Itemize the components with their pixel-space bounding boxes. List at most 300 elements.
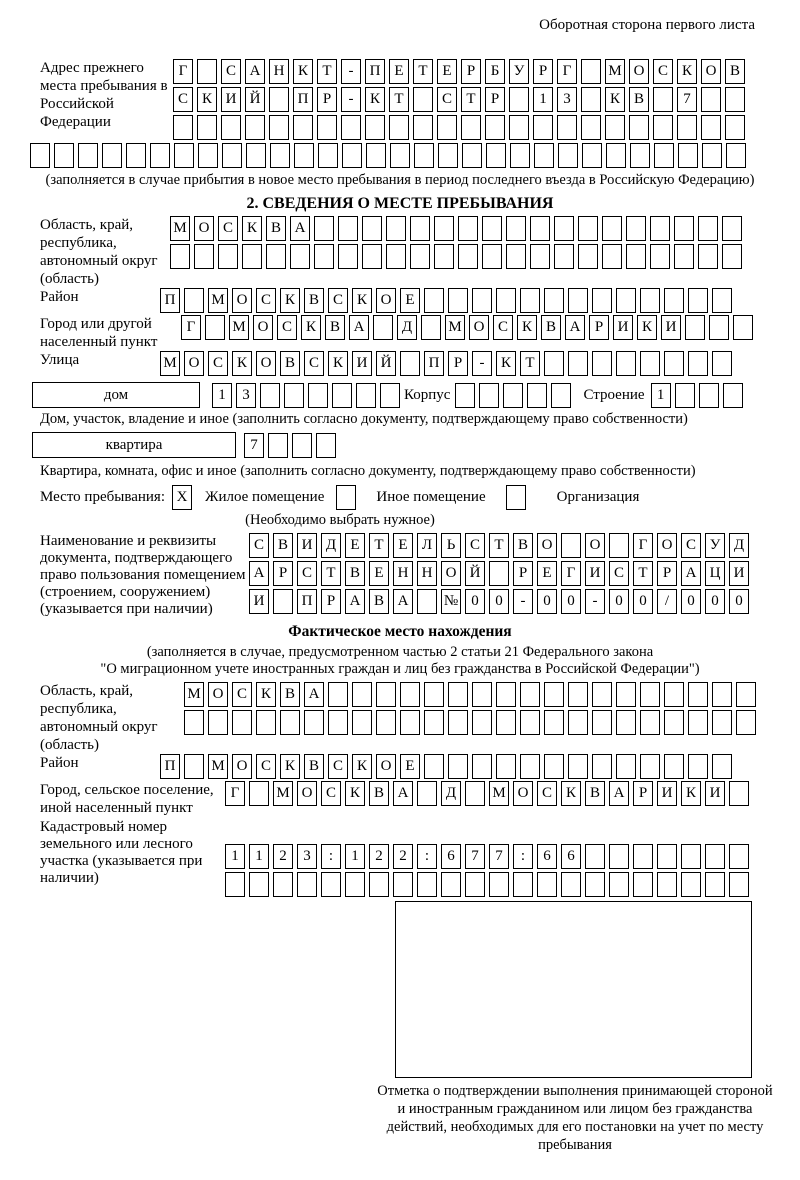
char-cell <box>293 115 313 140</box>
char-cell <box>280 710 300 735</box>
char-cell: Е <box>537 561 557 586</box>
char-cell <box>581 115 601 140</box>
mesto-checkbox-zhiloe <box>172 485 196 510</box>
char-cell: И <box>705 781 725 806</box>
char-cell <box>413 115 433 140</box>
char-cell: В <box>345 561 365 586</box>
char-cell: И <box>297 533 317 558</box>
char-cell <box>530 216 550 241</box>
char-cell <box>338 216 358 241</box>
char-cell <box>568 288 588 313</box>
char-cell: М <box>445 315 465 340</box>
char-cell <box>602 244 622 269</box>
oblast-row-2 <box>170 244 746 269</box>
char-cell <box>366 143 386 168</box>
char-cell <box>184 288 204 313</box>
fact-title: Фактическое место нахождения <box>288 623 512 640</box>
char-cell <box>726 143 746 168</box>
fact-note-1: (заполняется в случае, предусмотренном частью 2 статьи 21 Федерального закона <box>146 644 654 660</box>
char-cell <box>270 143 290 168</box>
char-cell <box>664 351 684 376</box>
char-cell <box>533 115 553 140</box>
char-cell: К <box>301 315 321 340</box>
char-cell: И <box>661 315 681 340</box>
fact-raion-block <box>40 754 800 779</box>
char-cell <box>268 433 288 458</box>
char-cell <box>441 872 461 897</box>
char-cell: 1 <box>225 844 245 869</box>
char-cell <box>616 682 636 707</box>
char-cell <box>414 143 434 168</box>
char-cell: Е <box>437 59 457 84</box>
char-cell <box>722 244 742 269</box>
char-cell <box>712 710 732 735</box>
char-cell: М <box>273 781 293 806</box>
char-cell: С <box>256 288 276 313</box>
char-cell <box>362 244 382 269</box>
char-cell <box>537 872 557 897</box>
char-cell <box>184 754 204 779</box>
char-cell: 6 <box>441 844 461 869</box>
char-cell <box>369 872 389 897</box>
char-cell <box>362 216 382 241</box>
char-cell <box>653 115 673 140</box>
char-cell <box>194 244 214 269</box>
char-cell: 1 <box>533 87 553 112</box>
char-cell: С <box>328 754 348 779</box>
char-cell: С <box>232 682 252 707</box>
char-cell: В <box>280 351 300 376</box>
char-cell: 0 <box>465 589 485 614</box>
char-cell: С <box>465 533 485 558</box>
char-cell: - <box>472 351 492 376</box>
char-cell <box>102 143 122 168</box>
char-cell <box>242 244 262 269</box>
page-side-note: Оборотная сторона первого листа <box>539 17 755 33</box>
char-cell: И <box>352 351 372 376</box>
char-cell: Л <box>417 533 437 558</box>
char-cell: - <box>341 87 361 112</box>
char-cell <box>54 143 74 168</box>
char-cell: С <box>277 315 297 340</box>
char-cell: 1 <box>249 844 269 869</box>
char-cell: А <box>609 781 629 806</box>
char-cell <box>729 844 749 869</box>
char-cell <box>698 216 718 241</box>
char-cell: А <box>290 216 310 241</box>
char-cell: О <box>208 682 228 707</box>
char-cell: А <box>249 561 269 586</box>
char-cell <box>585 844 605 869</box>
char-cell: К <box>280 288 300 313</box>
char-cell <box>393 872 413 897</box>
oblast-grid <box>170 216 746 269</box>
char-cell: Р <box>633 781 653 806</box>
char-cell: В <box>369 781 389 806</box>
char-cell: Д <box>441 781 461 806</box>
char-cell <box>316 433 336 458</box>
char-cell <box>458 216 478 241</box>
char-cell <box>688 710 708 735</box>
char-cell: В <box>266 216 286 241</box>
char-cell <box>269 115 289 140</box>
char-cell: В <box>541 315 561 340</box>
char-cell: 3 <box>236 383 256 408</box>
char-cell: Г <box>633 533 653 558</box>
char-cell <box>712 288 732 313</box>
char-cell <box>318 143 338 168</box>
mesto-note: (Необходимо выбрать нужное) <box>245 512 435 528</box>
char-cell <box>530 244 550 269</box>
char-cell <box>218 244 238 269</box>
char-cell: В <box>273 533 293 558</box>
char-cell <box>506 244 526 269</box>
char-cell: Д <box>321 533 341 558</box>
char-cell: У <box>705 533 725 558</box>
char-cell <box>513 872 533 897</box>
char-cell: 0 <box>537 589 557 614</box>
char-cell: О <box>469 315 489 340</box>
char-cell <box>448 288 468 313</box>
char-cell: Р <box>273 561 293 586</box>
fact-gorod-block <box>40 781 800 817</box>
char-cell <box>437 115 457 140</box>
char-cell: Т <box>489 533 509 558</box>
char-cell <box>260 383 280 408</box>
char-cell <box>554 244 574 269</box>
char-cell <box>321 872 341 897</box>
char-cell: О <box>376 754 396 779</box>
char-cell: К <box>242 216 262 241</box>
korpus-cells <box>455 383 575 408</box>
char-cell <box>503 383 523 408</box>
char-cell: Р <box>657 561 677 586</box>
char-cell: Е <box>369 561 389 586</box>
char-cell: В <box>629 87 649 112</box>
mesto-checkbox-org <box>506 485 530 510</box>
char-cell: М <box>160 351 180 376</box>
char-cell: В <box>304 754 324 779</box>
kvartira-block <box>32 432 800 458</box>
char-cell <box>633 872 653 897</box>
char-cell: М <box>229 315 249 340</box>
gorod-row <box>181 315 757 340</box>
char-cell: С <box>297 561 317 586</box>
char-cell <box>314 244 334 269</box>
char-cell <box>496 288 516 313</box>
dom-caption: Дом, участок, владение и иное (заполнить согласно документу, подтверждающему право собственности) <box>40 411 688 427</box>
char-cell <box>609 872 629 897</box>
char-cell <box>681 872 701 897</box>
char-cell: 1 <box>651 383 671 408</box>
char-cell <box>520 682 540 707</box>
char-cell <box>317 115 337 140</box>
char-cell <box>30 143 50 168</box>
char-cell <box>688 351 708 376</box>
char-cell <box>458 244 478 269</box>
char-cell <box>701 87 721 112</box>
char-cell <box>424 710 444 735</box>
char-cell <box>544 682 564 707</box>
char-cell <box>472 710 492 735</box>
char-cell: : <box>321 844 341 869</box>
char-cell <box>702 143 722 168</box>
char-cell <box>736 682 756 707</box>
char-cell: О <box>256 351 276 376</box>
char-cell <box>292 433 312 458</box>
char-cell: К <box>256 682 276 707</box>
char-cell: Н <box>393 561 413 586</box>
char-cell <box>630 143 650 168</box>
char-cell <box>266 244 286 269</box>
char-cell: - <box>585 589 605 614</box>
char-cell <box>380 383 400 408</box>
char-cell: А <box>681 561 701 586</box>
char-cell <box>341 115 361 140</box>
char-cell <box>304 710 324 735</box>
char-cell: Б <box>485 59 505 84</box>
char-cell: Г <box>181 315 201 340</box>
ulitsa-block <box>40 351 800 376</box>
char-cell <box>534 143 554 168</box>
char-cell <box>688 288 708 313</box>
char-cell: - <box>513 589 533 614</box>
oblast-block <box>40 216 800 288</box>
char-cell <box>448 710 468 735</box>
char-cell <box>674 244 694 269</box>
char-cell: О <box>232 288 252 313</box>
stroenie-cells <box>651 383 747 408</box>
char-cell <box>609 533 629 558</box>
char-cell <box>675 383 695 408</box>
stroenie-label: Строение <box>583 387 645 403</box>
char-cell <box>558 143 578 168</box>
char-cell: 7 <box>677 87 697 112</box>
char-cell: К <box>197 87 217 112</box>
char-cell <box>705 844 725 869</box>
char-cell <box>438 143 458 168</box>
char-cell <box>273 589 293 614</box>
fact-oblast-row-2 <box>184 710 760 735</box>
char-cell: А <box>393 589 413 614</box>
char-cell: В <box>369 589 389 614</box>
char-cell <box>520 754 540 779</box>
prev-address-row-1 <box>173 59 749 84</box>
char-cell <box>496 710 516 735</box>
char-cell <box>78 143 98 168</box>
char-cell: Й <box>245 87 265 112</box>
char-cell <box>568 682 588 707</box>
char-cell: 0 <box>633 589 653 614</box>
char-cell: П <box>160 288 180 313</box>
char-cell: 1 <box>212 383 232 408</box>
char-cell: Т <box>461 87 481 112</box>
char-cell <box>400 351 420 376</box>
prev-address-label: Адрес прежнего места пребывания в Российской Федерации <box>40 60 168 130</box>
char-cell: С <box>249 533 269 558</box>
char-cell: С <box>304 351 324 376</box>
char-cell <box>208 710 228 735</box>
char-cell: С <box>321 781 341 806</box>
char-cell <box>389 115 409 140</box>
doc-row-3 <box>249 589 753 614</box>
char-cell <box>308 383 328 408</box>
char-cell: О <box>585 533 605 558</box>
char-cell: 6 <box>537 844 557 869</box>
char-cell <box>434 244 454 269</box>
char-cell: Р <box>589 315 609 340</box>
char-cell <box>506 216 526 241</box>
char-cell <box>640 351 660 376</box>
char-cell: П <box>293 87 313 112</box>
char-cell <box>551 383 571 408</box>
char-cell: И <box>249 589 269 614</box>
char-cell <box>712 754 732 779</box>
char-cell <box>373 315 393 340</box>
mesto-checkbox-inoe <box>336 485 360 510</box>
kadastr-row-2 <box>225 872 753 897</box>
char-cell <box>592 351 612 376</box>
char-cell: И <box>729 561 749 586</box>
char-cell: К <box>637 315 657 340</box>
kadastr-label: Кадастровый номер земельного или лесного участка (указывается при наличии) <box>40 819 203 886</box>
char-cell: П <box>424 351 444 376</box>
char-cell: А <box>349 315 369 340</box>
char-cell: № <box>441 589 461 614</box>
char-cell <box>413 87 433 112</box>
raion-block <box>40 288 800 313</box>
char-cell <box>390 143 410 168</box>
fact-oblast-grid <box>184 682 760 735</box>
char-cell <box>578 244 598 269</box>
char-cell: Н <box>269 59 289 84</box>
char-cell <box>197 59 217 84</box>
char-cell <box>581 87 601 112</box>
char-cell <box>352 682 372 707</box>
char-cell: : <box>417 844 437 869</box>
kvartira-caption: Квартира, комната, офис и иное (заполнить согласно документу, подтверждающему право собственности) <box>40 463 696 479</box>
char-cell: 0 <box>609 589 629 614</box>
char-cell <box>664 682 684 707</box>
dom-box: дом <box>32 382 200 408</box>
char-cell: Е <box>389 59 409 84</box>
char-cell: В <box>513 533 533 558</box>
char-cell <box>544 710 564 735</box>
char-cell <box>489 872 509 897</box>
raion-row <box>160 288 736 313</box>
fact-oblast-label: Область, край, республика, автономный округ (область) <box>40 683 158 753</box>
char-cell: 1 <box>345 844 365 869</box>
char-cell <box>221 115 241 140</box>
char-cell <box>462 143 482 168</box>
char-cell <box>592 710 612 735</box>
char-cell <box>585 872 605 897</box>
stamp-box <box>395 901 752 1078</box>
char-cell <box>544 288 564 313</box>
char-cell <box>616 710 636 735</box>
char-cell: В <box>304 288 324 313</box>
char-cell: О <box>657 533 677 558</box>
char-cell <box>465 781 485 806</box>
fact-note-2: "О миграционном учете иностранных граждан и лиц без гражданства в Российской Федерации") <box>100 661 700 677</box>
char-cell: К <box>293 59 313 84</box>
char-cell <box>173 115 193 140</box>
char-cell <box>729 872 749 897</box>
char-cell <box>222 143 242 168</box>
char-cell <box>386 216 406 241</box>
char-cell <box>725 115 745 140</box>
char-cell: А <box>304 682 324 707</box>
doc-grid <box>249 533 753 614</box>
char-cell: В <box>585 781 605 806</box>
char-cell <box>328 682 348 707</box>
char-cell: В <box>325 315 345 340</box>
char-cell <box>626 216 646 241</box>
char-cell: 0 <box>681 589 701 614</box>
char-cell: М <box>605 59 625 84</box>
char-cell: Ц <box>705 561 725 586</box>
char-cell: Р <box>321 589 341 614</box>
char-cell: И <box>657 781 677 806</box>
fact-gorod-row <box>225 781 753 806</box>
char-cell: О <box>537 533 557 558</box>
char-cell <box>664 754 684 779</box>
char-cell <box>332 383 352 408</box>
gorod-label: Город или другой населенный пункт <box>40 316 158 350</box>
char-cell <box>709 315 729 340</box>
char-cell <box>284 383 304 408</box>
char-cell <box>489 561 509 586</box>
char-cell <box>677 115 697 140</box>
char-cell: Т <box>633 561 653 586</box>
fact-raion-row <box>160 754 736 779</box>
char-cell <box>554 216 574 241</box>
char-cell: П <box>297 589 317 614</box>
char-cell <box>506 485 526 510</box>
raion-label: Район <box>40 289 79 305</box>
char-cell: И <box>613 315 633 340</box>
char-cell: - <box>341 59 361 84</box>
char-cell: О <box>184 351 204 376</box>
doc-row-2 <box>249 561 753 586</box>
char-cell <box>461 115 481 140</box>
char-cell <box>725 87 745 112</box>
char-cell <box>568 754 588 779</box>
char-cell <box>653 87 673 112</box>
char-cell: X <box>172 485 192 510</box>
char-cell: О <box>297 781 317 806</box>
char-cell <box>592 754 612 779</box>
char-cell: А <box>565 315 585 340</box>
char-cell <box>561 533 581 558</box>
fact-oblast-row-1 <box>184 682 760 707</box>
char-cell <box>654 143 674 168</box>
char-cell <box>290 244 310 269</box>
kvartira-box: квартира <box>32 432 236 458</box>
char-cell: В <box>725 59 745 84</box>
char-cell <box>568 351 588 376</box>
char-cell: О <box>376 288 396 313</box>
char-cell: М <box>170 216 190 241</box>
char-cell: С <box>537 781 557 806</box>
char-cell <box>582 143 602 168</box>
char-cell <box>448 682 468 707</box>
char-cell <box>723 383 743 408</box>
char-cell <box>345 872 365 897</box>
char-cell <box>629 115 649 140</box>
char-cell <box>246 143 266 168</box>
char-cell <box>297 872 317 897</box>
